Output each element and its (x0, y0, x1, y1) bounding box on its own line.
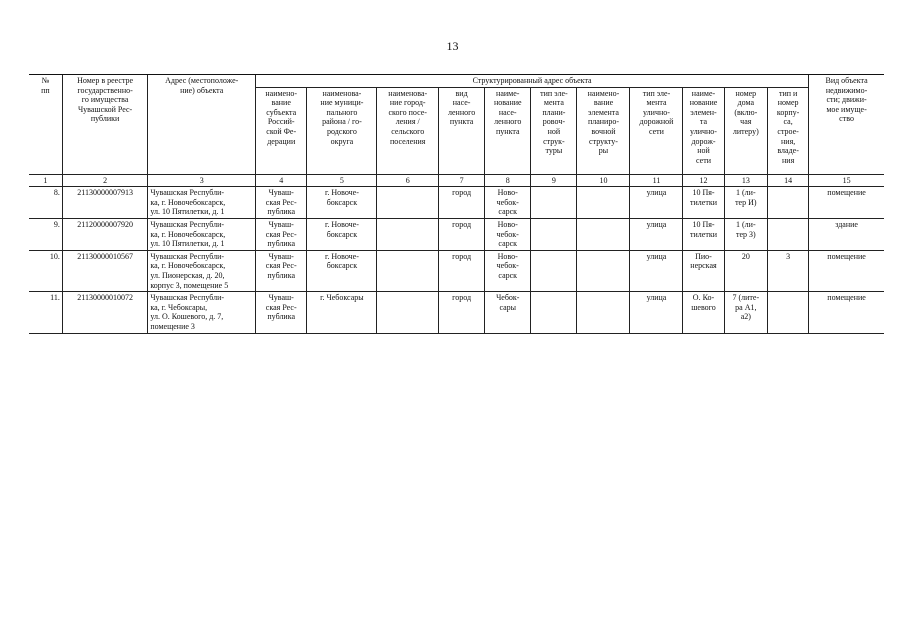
col-number-cell: 8. (29, 187, 62, 219)
column-number: 15 (809, 174, 884, 187)
col-street-type-cell: улица (630, 292, 683, 333)
col-settlement-cell (377, 218, 439, 250)
col-locality-name-cell: Ново- чебок- сарск (485, 187, 531, 219)
col-street-name-cell: 10 Пя- тилетки (683, 218, 724, 250)
header-col-object-type: Вид объекта недвижимо- сти; движи- мое имуще- ство (809, 75, 884, 175)
col-registry-number-cell: 21130000010567 (62, 250, 147, 291)
col-settlement-cell (377, 187, 439, 219)
col-subject-cell: Чуваш- ская Рес- публика (256, 292, 307, 333)
col-street-name-cell: О. Ко- шевого (683, 292, 724, 333)
header-col-house-number: номер дома (вклю- чая литеру) (724, 87, 768, 174)
header-col-planning-element-name: наимено- вание элемента планиро- вочной структу- ры (577, 87, 630, 174)
table-row (29, 218, 884, 250)
column-number: 6 (377, 174, 439, 187)
col-municipality-cell: г. Новоче- боксарск (307, 250, 377, 291)
col-locality-type-cell: город (439, 218, 485, 250)
header-col-subject: наимено- вание субъекта Россий- ской Фе- дерации (256, 87, 307, 174)
col-planning-element-type-cell (531, 292, 577, 333)
header-col-number: № пп (29, 75, 62, 175)
col-planning-element-type-cell (531, 218, 577, 250)
header-col-settlement: наименова- ние город- ского посе- ления / сельского поселения (377, 87, 439, 174)
col-subject-cell: Чуваш- ская Рес- публика (256, 250, 307, 291)
column-number: 5 (307, 174, 377, 187)
col-municipality-cell: г. Новоче- боксарск (307, 187, 377, 219)
column-number: 10 (577, 174, 630, 187)
col-locality-type-cell: город (439, 187, 485, 219)
col-house-number-cell: 1 (ли- тер З) (724, 218, 768, 250)
col-locality-type-cell: город (439, 250, 485, 291)
header-col-municipality: наименова- ние муници- пального района / го- родского округа (307, 87, 377, 174)
col-object-type-cell: здание (809, 218, 884, 250)
col-building-cell (768, 218, 809, 250)
col-planning-element-name-cell (577, 250, 630, 291)
column-number: 1 (29, 174, 62, 187)
col-locality-name-cell: Ново- чебок- сарск (485, 218, 531, 250)
column-number: 14 (768, 174, 809, 187)
col-subject-cell: Чуваш- ская Рес- публика (256, 187, 307, 219)
col-street-name-cell: 10 Пя- тилетки (683, 187, 724, 219)
column-number: 3 (148, 174, 256, 187)
col-address-cell: Чувашская Республи- ка, г. Новочебоксарск, ул. Пионерская, д. 20, корпус 3, помещение 5 (148, 250, 256, 291)
col-planning-element-name-cell (577, 187, 630, 219)
page-number: 13 (446, 39, 459, 53)
col-address-cell: Чувашская Республи- ка, г. Новочебоксарск, ул. 10 Пятилетки, д. 1 (148, 218, 256, 250)
header-structured-address: Структурированный адрес объекта (256, 75, 809, 88)
col-planning-element-name-cell (577, 218, 630, 250)
table-row (29, 292, 884, 333)
col-house-number-cell: 7 (лите- ра А1, а2) (724, 292, 768, 333)
col-house-number-cell: 1 (ли- тер И) (724, 187, 768, 219)
col-object-type-cell: помещение (809, 187, 884, 219)
col-house-number-cell: 20 (724, 250, 768, 291)
header-col-registry-number: Номер в реестре государственно- го имущества Чувашской Рес- публики (62, 75, 147, 175)
column-number: 11 (630, 174, 683, 187)
col-object-type-cell: помещение (809, 292, 884, 333)
header-col-locality-name: наиме- нование насе- ленного пункта (485, 87, 531, 174)
col-address-cell: Чувашская Республи- ка, г. Чебоксары, ул. О. Кошевого, д. 7, помещение 3 (148, 292, 256, 333)
col-settlement-cell (377, 250, 439, 291)
col-number-cell: 11. (29, 292, 62, 333)
column-numbers-row (29, 174, 884, 187)
property-registry-table (29, 74, 884, 334)
col-locality-name-cell: Ново- чебок- сарск (485, 250, 531, 291)
col-address-cell: Чувашская Республи- ка, г. Новочебоксарск, ул. 10 Пятилетки, д. 1 (148, 187, 256, 219)
header-col-address: Адрес (местоположе- ние) объекта (148, 75, 256, 175)
column-number: 4 (256, 174, 307, 187)
col-street-name-cell: Пио- нерская (683, 250, 724, 291)
column-number: 13 (724, 174, 768, 187)
col-registry-number-cell: 21130000007913 (62, 187, 147, 219)
header-col-street-name: наиме- нование элемен- та улично- дорож- ной сети (683, 87, 724, 174)
col-municipality-cell: г. Новоче- боксарск (307, 218, 377, 250)
col-street-type-cell: улица (630, 250, 683, 291)
col-number-cell: 9. (29, 218, 62, 250)
col-locality-type-cell: город (439, 292, 485, 333)
col-locality-name-cell: Чебок- сары (485, 292, 531, 333)
col-building-cell (768, 292, 809, 333)
header-col-building: тип и номер корпу- са, строе- ния, владе- ния (768, 87, 809, 174)
col-settlement-cell (377, 292, 439, 333)
col-street-type-cell: улица (630, 187, 683, 219)
header-col-street-type: тип эле- мента улично- дорожной сети (630, 87, 683, 174)
table-row (29, 187, 884, 219)
col-building-cell (768, 187, 809, 219)
col-object-type-cell: помещение (809, 250, 884, 291)
column-number: 12 (683, 174, 724, 187)
col-planning-element-name-cell (577, 292, 630, 333)
col-building-cell: 3 (768, 250, 809, 291)
column-number: 9 (531, 174, 577, 187)
col-planning-element-type-cell (531, 187, 577, 219)
table-row (29, 250, 884, 291)
column-number: 7 (439, 174, 485, 187)
header-row (29, 75, 884, 88)
col-registry-number-cell: 21120000007920 (62, 218, 147, 250)
col-planning-element-type-cell (531, 250, 577, 291)
col-municipality-cell: г. Чебоксары (307, 292, 377, 333)
column-number: 8 (485, 174, 531, 187)
header-col-locality-type: вид насе- ленного пункта (439, 87, 485, 174)
column-number: 2 (62, 174, 147, 187)
col-street-type-cell: улица (630, 218, 683, 250)
header-col-planning-element-type: тип эле- мента плани- ровоч- ной струк- туры (531, 87, 577, 174)
col-registry-number-cell: 21130000010072 (62, 292, 147, 333)
col-subject-cell: Чуваш- ская Рес- публика (256, 218, 307, 250)
col-number-cell: 10. (29, 250, 62, 291)
